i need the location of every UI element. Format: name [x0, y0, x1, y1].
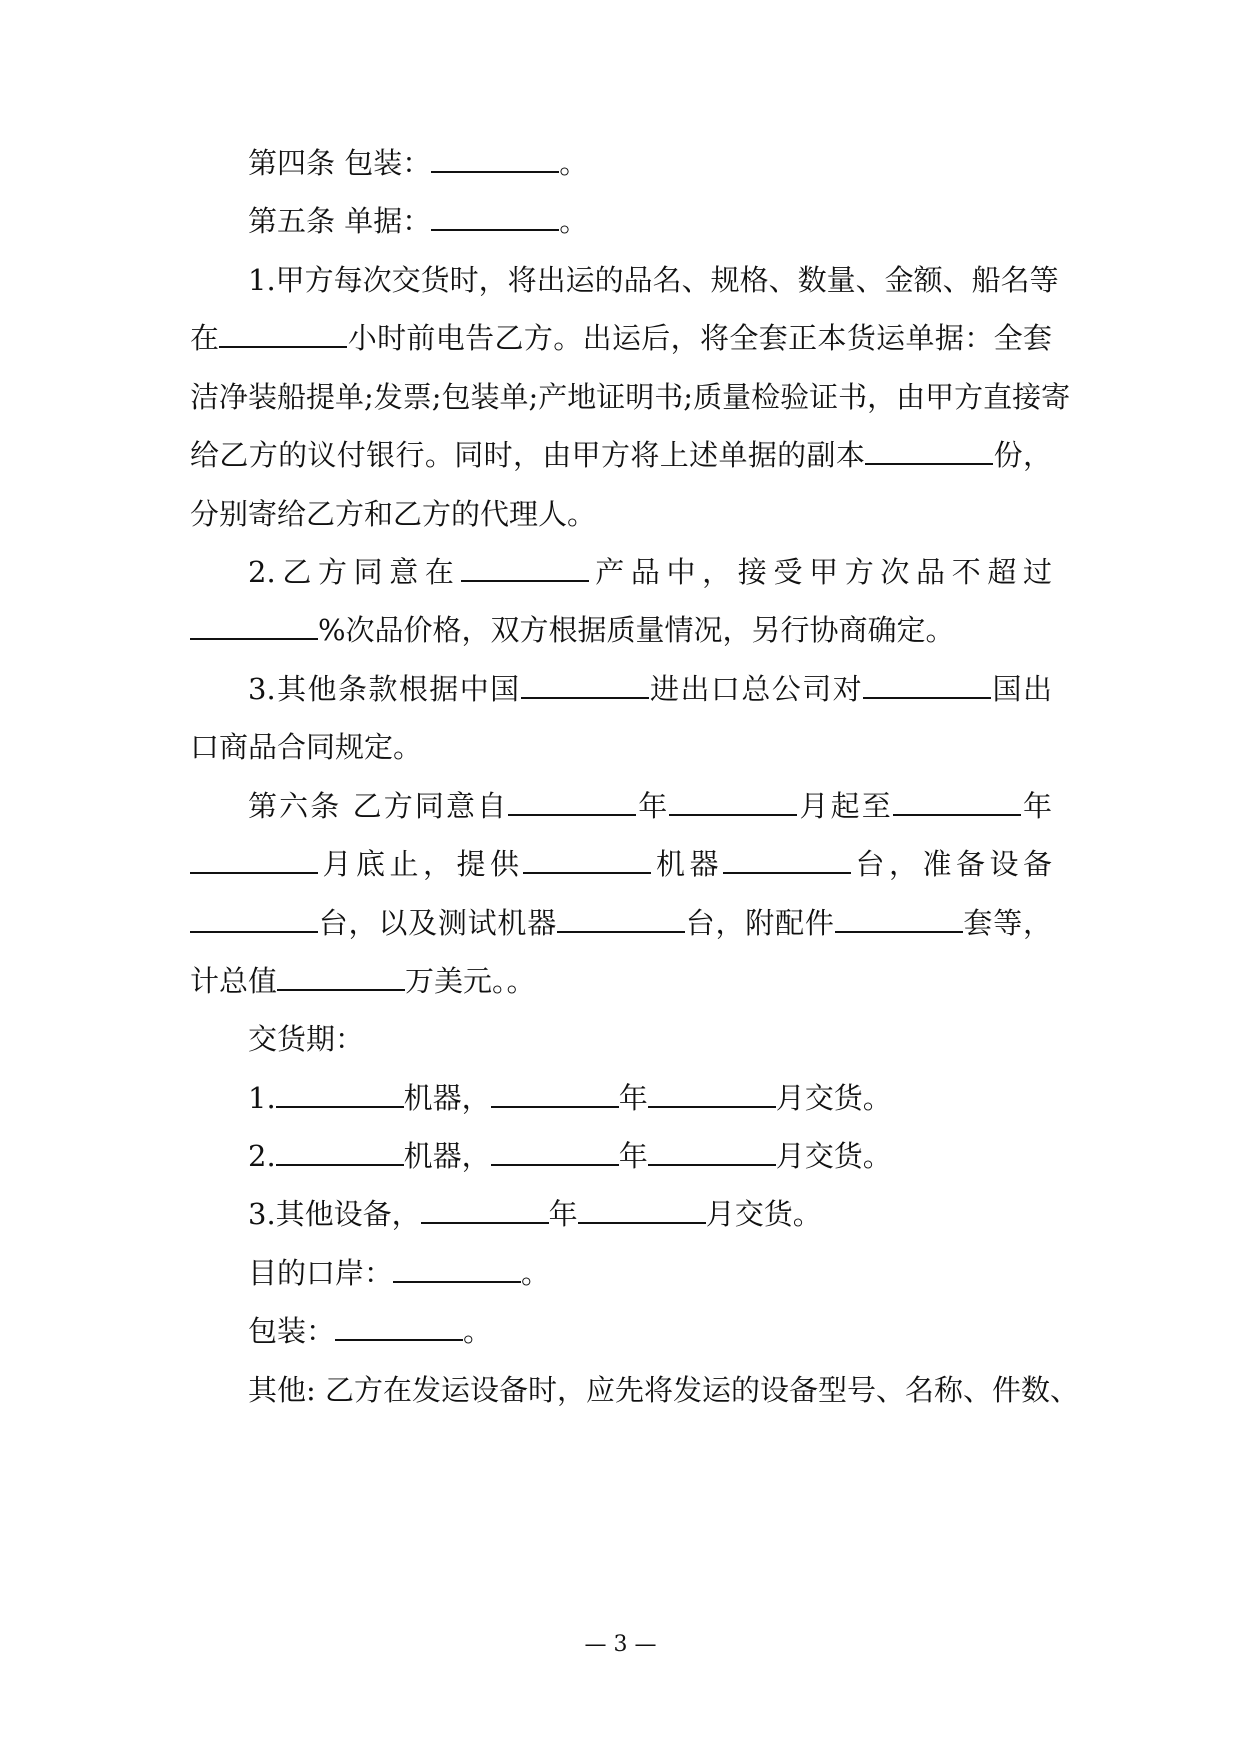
- document-line: [190, 1136, 1052, 1176]
- line-text: 1.甲方每次交货时，将出运的品名、规格、数量、金额、船名等: [248, 263, 1059, 297]
- document-line: [190, 1019, 1052, 1059]
- fill-in-blank[interactable]: [491, 1138, 619, 1166]
- fill-in-blank[interactable]: [421, 1196, 549, 1224]
- fill-in-blank[interactable]: [491, 1080, 619, 1108]
- line-text: 机器，: [403, 1139, 491, 1173]
- fill-in-blank[interactable]: [865, 437, 993, 465]
- fill-in-blank[interactable]: [335, 1313, 463, 1341]
- fill-in-blank[interactable]: [190, 905, 318, 933]
- fill-in-blank[interactable]: [276, 1080, 404, 1108]
- fill-in-blank[interactable]: [431, 203, 559, 231]
- line-text: 月交货。: [705, 1197, 822, 1231]
- document-line: [190, 1078, 1052, 1118]
- document-line: [190, 669, 1052, 709]
- document-line: [190, 1311, 1052, 1351]
- fill-in-blank[interactable]: [648, 1080, 776, 1108]
- line-text: 交货期：: [248, 1022, 365, 1056]
- line-text: 台，以及测试机器: [318, 906, 557, 940]
- line-text: 台，准备设备: [850, 847, 1052, 881]
- line-text: 机器，: [403, 1081, 491, 1115]
- page-number: — 3 —: [584, 1632, 657, 1657]
- line-text: 。: [559, 146, 589, 180]
- line-text: 其他: 乙方在发运设备时，应先将发运的设备型号、名称、件数、: [248, 1373, 1079, 1407]
- document-line: [190, 494, 1052, 534]
- document-line: [190, 961, 1052, 1001]
- document-line: [190, 143, 1052, 183]
- line-text: 目的口岸：: [248, 1256, 394, 1290]
- line-text: 年: [618, 1081, 648, 1115]
- line-text: 。: [521, 1256, 551, 1290]
- fill-in-blank[interactable]: [190, 846, 318, 874]
- fill-in-blank[interactable]: [648, 1138, 776, 1166]
- line-text: 第六条 乙方同意自: [248, 789, 509, 823]
- line-text: 小时前电告乙方。出运后，将全套正本货运单据：全套: [347, 321, 1052, 355]
- document-line: [190, 1370, 1079, 1410]
- document-line: [190, 318, 1052, 358]
- document-line: [190, 844, 1052, 884]
- line-text: 份，: [993, 438, 1052, 472]
- fill-in-blank[interactable]: [277, 963, 405, 991]
- line-text: 2.: [248, 1139, 276, 1173]
- line-text: 月底止，提供: [318, 847, 524, 881]
- line-text: 产品中，接受甲方次品不超过: [588, 555, 1052, 589]
- fill-in-blank[interactable]: [219, 320, 347, 348]
- line-text: %次品价格，双方根据质量情况，另行协商确定。: [318, 613, 955, 647]
- document-line: [190, 201, 1052, 241]
- document-line: [190, 1253, 1052, 1293]
- fill-in-blank[interactable]: [393, 1255, 521, 1283]
- line-text: 月交货。: [775, 1081, 892, 1115]
- fill-in-blank[interactable]: [508, 788, 636, 816]
- fill-in-blank[interactable]: [461, 554, 589, 582]
- line-text: 给乙方的议付银行。同时，由甲方将上述单据的副本: [190, 438, 866, 472]
- line-text: 3.其他设备，: [248, 1197, 421, 1231]
- line-text: 国出: [991, 672, 1052, 706]
- line-text: 月交货。: [775, 1139, 892, 1173]
- fill-in-blank[interactable]: [431, 145, 559, 173]
- line-text: 1.: [248, 1081, 276, 1115]
- fill-in-blank[interactable]: [557, 905, 685, 933]
- document-line: [190, 1194, 1052, 1234]
- document-line: [190, 727, 1052, 767]
- line-text: 进出口总公司对: [648, 672, 864, 706]
- line-text: 分别寄给乙方和乙方的代理人。: [190, 497, 597, 531]
- line-text: 年: [548, 1197, 578, 1231]
- line-text: 年: [618, 1139, 648, 1173]
- document-line: [190, 552, 1052, 592]
- document-line: [190, 610, 1052, 650]
- fill-in-blank[interactable]: [723, 846, 851, 874]
- fill-in-blank[interactable]: [276, 1138, 404, 1166]
- line-text: 台，附配件: [684, 906, 835, 940]
- line-text: 第四条 包装：: [248, 146, 432, 180]
- fill-in-blank[interactable]: [863, 671, 991, 699]
- line-text: 第五条 单据：: [248, 204, 432, 238]
- fill-in-blank[interactable]: [669, 788, 797, 816]
- line-text: 口商品合同规定。: [190, 730, 423, 764]
- line-text: 计总值: [190, 964, 278, 998]
- fill-in-blank[interactable]: [190, 612, 318, 640]
- fill-in-blank[interactable]: [893, 788, 1021, 816]
- fill-in-blank[interactable]: [523, 846, 651, 874]
- line-text: 。: [463, 1314, 493, 1348]
- fill-in-blank[interactable]: [521, 671, 649, 699]
- line-text: 。: [559, 204, 589, 238]
- document-line: [190, 786, 1052, 826]
- document-line: [190, 260, 1059, 300]
- line-text: 套等，: [962, 906, 1052, 940]
- document-line: [190, 903, 1052, 943]
- document-line: [190, 377, 1071, 417]
- line-text: 月起至: [797, 789, 893, 823]
- line-text: 年: [1020, 789, 1052, 823]
- line-text: 包装：: [248, 1314, 336, 1348]
- line-text: 机器: [651, 847, 723, 881]
- line-text: 在: [190, 321, 220, 355]
- line-text: 年: [636, 789, 670, 823]
- fill-in-blank[interactable]: [835, 905, 963, 933]
- line-text: 2.乙方同意在: [248, 555, 461, 589]
- fill-in-blank[interactable]: [578, 1196, 706, 1224]
- line-text: 洁净装船提单;发票;包装单;产地证明书;质量检验证书，由甲方直接寄: [190, 380, 1071, 414]
- line-text: 3.其他条款根据中国: [248, 672, 521, 706]
- document-line: [190, 435, 1052, 475]
- line-text: 万美元。。: [405, 964, 536, 998]
